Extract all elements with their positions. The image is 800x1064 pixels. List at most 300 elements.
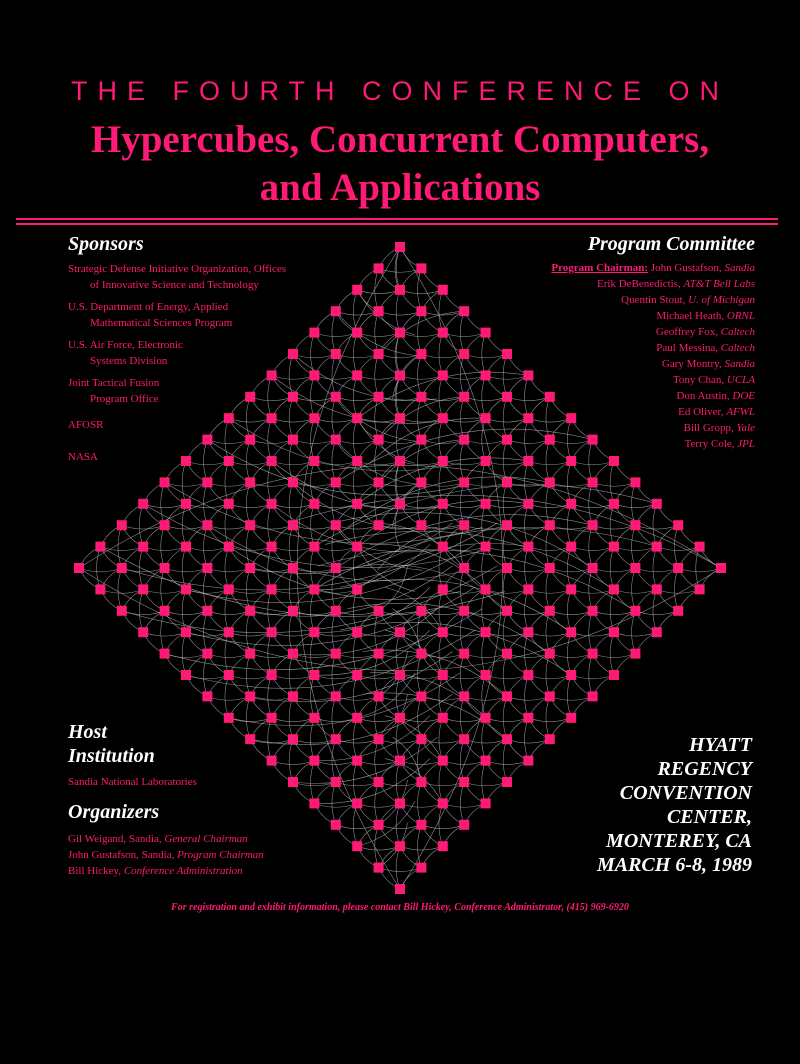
lattice-node bbox=[438, 285, 448, 295]
lattice-edge bbox=[311, 718, 315, 761]
sponsor-item bbox=[68, 299, 286, 331]
lattice-node bbox=[288, 477, 298, 487]
lattice-node bbox=[481, 798, 491, 808]
lattice-node bbox=[523, 370, 533, 380]
lattice-edge bbox=[165, 609, 483, 670]
lattice-edge bbox=[225, 504, 229, 547]
lattice-edge bbox=[657, 589, 700, 593]
lattice-edge bbox=[525, 589, 529, 632]
lattice-edge bbox=[268, 504, 272, 547]
lattice-edge bbox=[439, 675, 443, 718]
lattice-edge bbox=[272, 589, 315, 593]
lattice-edge bbox=[486, 547, 529, 551]
committee-member-name: Don Austin, bbox=[676, 390, 730, 402]
lattice-edge bbox=[336, 525, 379, 529]
committee-member bbox=[551, 292, 755, 308]
lattice-edge bbox=[593, 568, 636, 572]
lattice-edge bbox=[418, 440, 422, 483]
lattice-edge bbox=[118, 568, 122, 611]
venue-line: CONVENTION bbox=[619, 782, 752, 804]
lattice-edge bbox=[614, 632, 657, 636]
lattice-edge bbox=[375, 440, 379, 483]
lattice-node bbox=[438, 798, 448, 808]
lattice-node bbox=[331, 820, 341, 830]
lattice-edge bbox=[272, 761, 315, 765]
lattice-node bbox=[267, 542, 277, 552]
committee-member-affiliation: Caltech bbox=[720, 326, 755, 338]
lattice-node bbox=[588, 606, 598, 616]
lattice-edge bbox=[439, 718, 443, 761]
lattice-edge bbox=[225, 589, 229, 632]
lattice-edge bbox=[293, 354, 336, 358]
host-institution-name: Sandia National Laboratories bbox=[68, 776, 197, 788]
lattice-edge bbox=[418, 354, 422, 397]
organizers-list bbox=[68, 831, 264, 879]
lattice-node bbox=[309, 670, 319, 680]
lattice-node bbox=[545, 606, 555, 616]
lattice-node bbox=[395, 841, 405, 851]
lattice-node bbox=[331, 435, 341, 445]
lattice-edge bbox=[418, 739, 422, 782]
lattice-node bbox=[630, 606, 640, 616]
lattice-edge bbox=[314, 632, 357, 636]
lattice-node bbox=[481, 542, 491, 552]
lattice-node bbox=[309, 756, 319, 766]
lattice-edge bbox=[161, 611, 165, 654]
lattice-node bbox=[545, 734, 555, 744]
sponsor-item bbox=[68, 449, 286, 465]
lattice-edge bbox=[439, 547, 443, 590]
lattice-edge bbox=[207, 611, 250, 615]
lattice-node bbox=[331, 563, 341, 573]
conference-title-line-1: Hypercubes, Concurrent Computers, bbox=[90, 118, 710, 161]
lattice-edge bbox=[289, 654, 293, 697]
lattice-node bbox=[331, 520, 341, 530]
organizer-role: General Chairman bbox=[164, 833, 248, 845]
sponsors-list bbox=[68, 261, 286, 465]
lattice-node bbox=[160, 520, 170, 530]
lattice-node bbox=[267, 584, 277, 594]
lattice-edge bbox=[439, 461, 443, 504]
lattice-edge bbox=[139, 589, 143, 632]
host-section bbox=[68, 720, 197, 790]
lattice-edge bbox=[311, 589, 315, 632]
lattice-node bbox=[481, 328, 491, 338]
lattice-node bbox=[588, 649, 598, 659]
lattice-edge bbox=[400, 803, 443, 807]
lattice-node bbox=[502, 349, 512, 359]
lattice-node bbox=[395, 713, 405, 723]
lattice-edge bbox=[353, 418, 357, 461]
lattice-edge bbox=[332, 696, 336, 739]
committee-member-affiliation: U. of Michigan bbox=[688, 294, 755, 306]
lattice-edge bbox=[165, 611, 208, 615]
lattice-node bbox=[331, 734, 341, 744]
lattice-node bbox=[160, 606, 170, 616]
lattice-edge bbox=[311, 547, 315, 590]
lattice-edge bbox=[268, 547, 272, 590]
lattice-edge bbox=[439, 761, 443, 804]
lattice-edge bbox=[593, 654, 636, 658]
lattice-edge bbox=[439, 290, 443, 333]
lattice-node bbox=[395, 370, 405, 380]
lattice-edge bbox=[550, 611, 593, 615]
lattice-node bbox=[416, 820, 426, 830]
lattice-edge bbox=[207, 525, 250, 529]
lattice-node bbox=[374, 477, 384, 487]
lattice-edge bbox=[357, 418, 400, 422]
lattice-edge bbox=[396, 675, 400, 718]
lattice-node bbox=[331, 349, 341, 359]
lattice-node bbox=[481, 713, 491, 723]
lattice-edge bbox=[204, 654, 208, 697]
lattice-edge bbox=[460, 611, 464, 654]
lattice-edge bbox=[464, 354, 507, 358]
organizer-name: Bill Hickey, bbox=[68, 865, 122, 877]
lattice-edge bbox=[589, 654, 593, 697]
lattice-node bbox=[652, 499, 662, 509]
lattice-edge bbox=[460, 440, 464, 483]
lattice-edge bbox=[418, 825, 422, 868]
lattice-node bbox=[181, 542, 191, 552]
lattice-edge bbox=[571, 632, 614, 636]
lattice-node bbox=[673, 520, 683, 530]
sponsor-line: Systems Division bbox=[90, 355, 168, 367]
lattice-edge bbox=[246, 654, 250, 697]
lattice-node bbox=[288, 349, 298, 359]
lattice-edge bbox=[396, 803, 400, 846]
lattice-node bbox=[481, 627, 491, 637]
lattice-edge bbox=[314, 375, 357, 379]
committee-member-affiliation: Sandia bbox=[724, 358, 755, 370]
lattice-edge bbox=[525, 504, 529, 547]
lattice-edge bbox=[396, 761, 400, 804]
organizer-item bbox=[68, 831, 264, 847]
lattice-edge bbox=[443, 803, 486, 807]
lattice-edge bbox=[400, 761, 443, 765]
lattice-edge bbox=[353, 333, 357, 376]
lattice-node bbox=[459, 349, 469, 359]
lattice-node bbox=[374, 691, 384, 701]
lattice-node bbox=[416, 349, 426, 359]
lattice-edge bbox=[418, 268, 422, 311]
lattice-edge bbox=[460, 568, 464, 611]
lattice-node bbox=[352, 670, 362, 680]
lattice-node bbox=[309, 456, 319, 466]
lattice-edge bbox=[486, 418, 529, 422]
lattice-edge bbox=[503, 482, 507, 525]
lattice-node bbox=[416, 392, 426, 402]
lattice-edge bbox=[379, 825, 422, 829]
lattice-edge bbox=[357, 290, 400, 294]
lattice-edge bbox=[567, 589, 571, 632]
sponsor-line: U.S. Air Force, Electronic bbox=[68, 339, 183, 351]
venue-line: HYATT bbox=[689, 734, 752, 756]
lattice-edge bbox=[503, 568, 507, 611]
lattice-edge bbox=[314, 803, 357, 807]
lattice-node bbox=[288, 649, 298, 659]
lattice-node bbox=[309, 798, 319, 808]
lattice-node bbox=[459, 777, 469, 787]
lattice-edge bbox=[79, 568, 721, 671]
program-committee-list bbox=[551, 260, 755, 452]
committee-member-affiliation: JPL bbox=[737, 438, 755, 450]
lattice-edge bbox=[439, 632, 443, 675]
lattice-edge bbox=[610, 461, 614, 504]
lattice-node bbox=[224, 499, 234, 509]
lattice-edge bbox=[614, 589, 657, 593]
lattice-node bbox=[352, 627, 362, 637]
lattice-node bbox=[416, 263, 426, 273]
lattice-edge bbox=[325, 531, 614, 589]
organizer-role: Program Chairman bbox=[177, 849, 264, 861]
lattice-node bbox=[352, 456, 362, 466]
lattice-node bbox=[245, 606, 255, 616]
lattice-node bbox=[374, 820, 384, 830]
lattice-edge bbox=[293, 525, 336, 529]
lattice-node bbox=[588, 691, 598, 701]
lattice-node bbox=[181, 627, 191, 637]
lattice-edge bbox=[246, 696, 250, 739]
lattice-node bbox=[438, 413, 448, 423]
lattice-edge bbox=[396, 290, 400, 333]
lattice-edge bbox=[528, 718, 571, 722]
lattice-edge bbox=[225, 675, 229, 718]
lattice-node bbox=[588, 477, 598, 487]
committee-member bbox=[551, 436, 755, 452]
lattice-edge bbox=[385, 630, 443, 675]
lattice-edge bbox=[528, 461, 571, 465]
lattice-edge bbox=[486, 675, 529, 679]
lattice-node bbox=[566, 713, 576, 723]
lattice-edge bbox=[314, 418, 357, 422]
lattice-edge bbox=[507, 696, 550, 700]
lattice-edge bbox=[571, 461, 614, 465]
lattice-edge bbox=[546, 397, 550, 440]
lattice-node bbox=[224, 713, 234, 723]
lattice-node bbox=[224, 627, 234, 637]
lattice-node bbox=[117, 563, 127, 573]
lattice-edge bbox=[486, 504, 529, 508]
program-chairman-row bbox=[551, 260, 755, 276]
lattice-node bbox=[288, 392, 298, 402]
lattice-edge bbox=[525, 418, 529, 461]
sponsor-line: Joint Tactical Fusion bbox=[68, 377, 160, 389]
lattice-edge bbox=[186, 547, 229, 551]
lattice-edge bbox=[421, 825, 464, 829]
lattice-node bbox=[202, 520, 212, 530]
lattice-node bbox=[160, 477, 170, 487]
lattice-node bbox=[202, 691, 212, 701]
lattice-edge bbox=[289, 696, 293, 739]
lattice-edge bbox=[336, 482, 379, 486]
lattice-node bbox=[502, 520, 512, 530]
lattice-edge bbox=[482, 589, 486, 632]
lattice-edge bbox=[464, 654, 507, 658]
lattice-node bbox=[523, 499, 533, 509]
lattice-node bbox=[609, 499, 619, 509]
lattice-edge bbox=[272, 632, 315, 636]
lattice-node bbox=[95, 584, 105, 594]
lattice-node bbox=[566, 542, 576, 552]
lattice-edge bbox=[439, 375, 443, 418]
lattice-node bbox=[588, 520, 598, 530]
sponsor-line: AFOSR bbox=[68, 419, 104, 431]
program-chairman-label: Program Chairman: bbox=[551, 262, 649, 274]
lattice-edge bbox=[336, 440, 379, 444]
lattice-node bbox=[523, 413, 533, 423]
lattice-edge bbox=[100, 547, 143, 551]
lattice-edge bbox=[486, 761, 529, 765]
lattice-node bbox=[630, 477, 640, 487]
lattice-edge bbox=[375, 782, 379, 825]
lattice-node bbox=[352, 798, 362, 808]
committee-member-name: Erik DeBenedictis, bbox=[597, 278, 681, 290]
lattice-node bbox=[95, 542, 105, 552]
lattice-node bbox=[481, 499, 491, 509]
lattice-edge bbox=[400, 247, 503, 889]
venue-line: CENTER, bbox=[666, 806, 752, 828]
committee-member-affiliation: Caltech bbox=[720, 342, 755, 354]
lattice-node bbox=[117, 520, 127, 530]
lattice-edge bbox=[79, 465, 721, 568]
lattice-edge bbox=[357, 803, 400, 807]
lattice-edge bbox=[311, 375, 315, 418]
committee-member-name: Ed Oliver, bbox=[678, 406, 724, 418]
organizers-section bbox=[68, 800, 264, 879]
lattice-edge bbox=[336, 397, 379, 401]
lattice-edge bbox=[336, 696, 379, 700]
lattice-node bbox=[331, 649, 341, 659]
lattice-node bbox=[438, 456, 448, 466]
committee-member bbox=[551, 356, 755, 372]
sponsor-line: of Innovative Science and Technology bbox=[90, 279, 259, 291]
lattice-node bbox=[374, 306, 384, 316]
lattice-edge bbox=[229, 504, 272, 508]
lattice-edge bbox=[207, 568, 250, 572]
lattice-edge bbox=[289, 611, 293, 654]
lattice-edge bbox=[311, 632, 315, 675]
lattice-edge bbox=[161, 525, 165, 568]
lattice-edge bbox=[336, 739, 379, 743]
lattice-edge bbox=[460, 696, 464, 739]
lattice-node bbox=[245, 649, 255, 659]
lattice-node bbox=[374, 520, 384, 530]
committee-member-name: Tony Chan, bbox=[672, 374, 725, 386]
lattice-node bbox=[438, 542, 448, 552]
conference-title-line-2: and Applications bbox=[259, 166, 541, 209]
lattice-node bbox=[138, 584, 148, 594]
lattice-node bbox=[74, 563, 84, 573]
program-chairman-name: John Gustafson, bbox=[650, 262, 722, 274]
lattice-edge bbox=[525, 461, 529, 504]
organizer-name: John Gustafson, Sandia, bbox=[68, 849, 175, 861]
lattice-node bbox=[438, 499, 448, 509]
lattice-edge bbox=[610, 632, 614, 675]
committee-member-name: Quentin Stout, bbox=[621, 294, 686, 306]
lattice-edge bbox=[486, 718, 529, 722]
lattice-node bbox=[352, 584, 362, 594]
lattice-node bbox=[117, 606, 127, 616]
lattice-node bbox=[352, 542, 362, 552]
lattice-edge bbox=[443, 675, 486, 679]
lattice-edge bbox=[353, 375, 357, 418]
lattice-node bbox=[438, 756, 448, 766]
lattice-edge bbox=[674, 568, 678, 611]
lattice-node bbox=[609, 456, 619, 466]
lattice-edge bbox=[653, 589, 657, 632]
lattice-node bbox=[395, 884, 405, 894]
lattice-edge bbox=[503, 611, 507, 654]
lattice-edge bbox=[546, 568, 550, 611]
lattice-node bbox=[331, 477, 341, 487]
organizer-item bbox=[68, 863, 264, 879]
conference-title bbox=[0, 116, 800, 212]
lattice-edge bbox=[418, 397, 422, 440]
lattice-node bbox=[331, 306, 341, 316]
lattice-edge bbox=[567, 504, 571, 547]
lattice-node bbox=[138, 542, 148, 552]
lattice-node bbox=[288, 435, 298, 445]
lattice-edge bbox=[165, 568, 208, 572]
lattice-node bbox=[202, 649, 212, 659]
lattice-edge bbox=[375, 482, 379, 525]
sponsor-item bbox=[68, 375, 286, 407]
lattice-node bbox=[481, 413, 491, 423]
lattice-edge bbox=[528, 632, 571, 636]
committee-member-name: Geoffrey Fox, bbox=[655, 326, 719, 338]
lattice-edge bbox=[503, 525, 507, 568]
lattice-node bbox=[288, 691, 298, 701]
lattice-node bbox=[481, 756, 491, 766]
lattice-edge bbox=[143, 547, 186, 551]
lattice-node bbox=[160, 649, 170, 659]
lattice-edge bbox=[593, 611, 636, 615]
lattice-edge bbox=[375, 825, 379, 868]
sponsor-line: NASA bbox=[68, 451, 98, 463]
lattice-node bbox=[374, 863, 384, 873]
lattice-edge bbox=[464, 568, 507, 572]
lattice-node bbox=[609, 670, 619, 680]
lattice-node bbox=[481, 584, 491, 594]
lattice-edge bbox=[464, 782, 507, 786]
lattice-node bbox=[459, 392, 469, 402]
lattice-edge bbox=[528, 547, 571, 551]
lattice-node bbox=[588, 563, 598, 573]
lattice-node bbox=[459, 691, 469, 701]
lattice-edge bbox=[571, 504, 614, 508]
lattice-edge bbox=[460, 782, 464, 825]
lattice-node bbox=[695, 542, 705, 552]
lattice-edge bbox=[460, 739, 464, 782]
lattice-edge bbox=[379, 440, 422, 444]
lattice-node bbox=[202, 563, 212, 573]
lattice-edge bbox=[550, 696, 593, 700]
committee-member bbox=[551, 324, 755, 340]
lattice-node bbox=[566, 456, 576, 466]
lattice-node bbox=[309, 627, 319, 637]
lattice-node bbox=[224, 670, 234, 680]
committee-member-affiliation: AFWL bbox=[726, 406, 755, 418]
lattice-node bbox=[331, 606, 341, 616]
lattice-node bbox=[245, 734, 255, 744]
committee-member-name: Paul Messina, bbox=[656, 342, 719, 354]
lattice-node bbox=[202, 606, 212, 616]
lattice-node bbox=[352, 370, 362, 380]
sponsor-line: Program Office bbox=[90, 393, 159, 405]
lattice-node bbox=[502, 777, 512, 787]
lattice-node bbox=[374, 606, 384, 616]
